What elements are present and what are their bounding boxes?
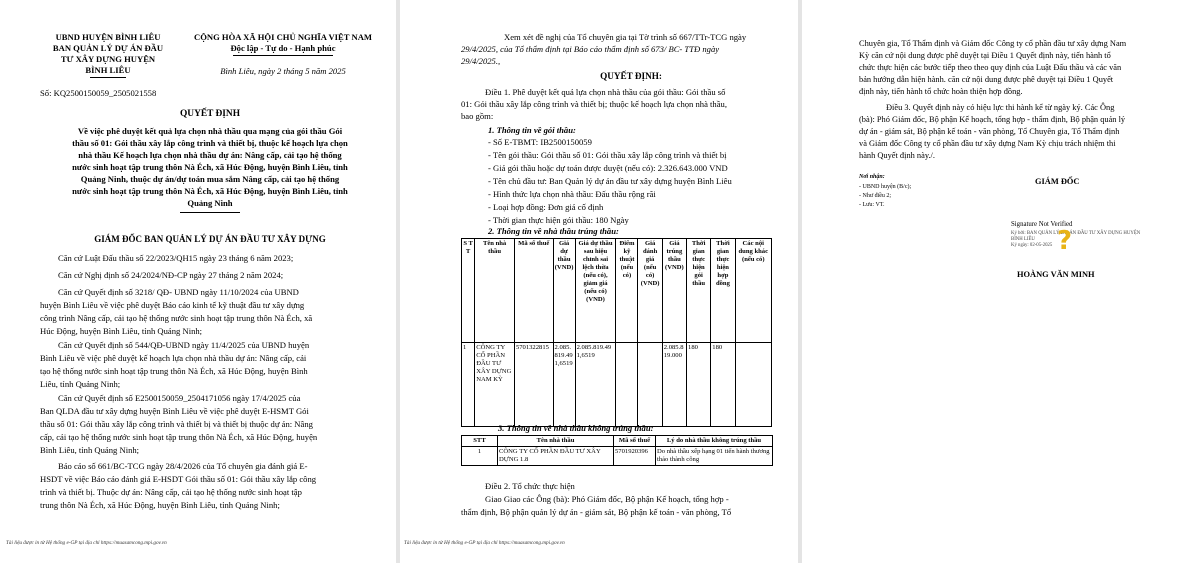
cell: CÔNG TY CỔ PHẦN ĐẦU TƯ XÂY DỰNG NAM KỲ: [475, 343, 515, 427]
body-line: thầu số 01: Gói thầu xây lắp công trình và thiết bị và thiết bị thuộc dự án: Nâng: [40, 419, 313, 429]
recipients-title: Nơi nhận:: [859, 174, 885, 180]
th-package-duration: Thời gian thực hiện gói thầu: [687, 239, 711, 343]
th-winning-price: Giá trúng thầu (VND): [662, 239, 686, 343]
agency-line-2: BAN QUẢN LÝ DỰ ÁN ĐẦU: [52, 43, 164, 53]
cell: 2.085.819.000: [662, 343, 686, 427]
decision-heading: QUYẾT ĐỊNH:: [600, 71, 662, 81]
agency-line-4: BÌNH LIÊU: [85, 65, 131, 75]
nation-underline: [233, 55, 333, 56]
agency-underline: [90, 77, 126, 78]
cell: 1: [462, 447, 498, 466]
th-stt: STT: [462, 436, 498, 447]
table-row: [462, 343, 772, 427]
subject-line: nhà thầu Kế hoạch lựa chọn nhà thầu dự án: Nâng cấp, cải tạo hệ thống: [78, 150, 342, 160]
th-contractor: Tên nhà thầu: [498, 436, 614, 447]
nation-line-1: CỘNG HÒA XÃ HỘI CHỦ NGHĨA VIỆT NAM: [193, 32, 373, 42]
body-line: Bình Liêu về việc phê duyệt kế hoạch lựa chọn nhà thầu dự án: Nâng cấp, cải: [40, 353, 307, 363]
nation-line-2: Độc lập - Tự do - Hạnh phúc: [230, 43, 336, 53]
intro-line: 29/4/2025.,: [461, 56, 501, 66]
winner-table: [461, 238, 772, 427]
cell: [638, 343, 662, 427]
loser-table-header: [462, 436, 773, 447]
recipient-item: - Lưu: VT.: [859, 202, 885, 208]
agency-line-1: UBND HUYỆN BÌNH LIÊU: [55, 32, 161, 42]
body-line: tạo hệ thống nước sinh hoạt tập trung thôn Nà Éch, xã Húc Động, huyện Bình: [40, 366, 308, 376]
th-tax-code: Mã số thuế: [614, 436, 656, 447]
article3-line: (bà): Phó Giám đốc, Bộ phận Kế hoạch, tổng hợp - thẩm định, Bộ phận quản lý: [859, 115, 1126, 124]
cell: CÔNG TY CỔ PHẦN ĐẦU TƯ XÂY DỰNG 1.8: [498, 447, 614, 466]
section1-item: - Hình thức lựa chọn nhà thầu: Đấu thầu rộng rãi: [488, 189, 656, 199]
cell: 180: [711, 343, 735, 427]
th-stt: S T T: [462, 239, 475, 343]
section3-title: 3. Thông tin về nhà thầu không trúng thầu:: [498, 423, 654, 433]
intro-line: 29/4/2025, của Tổ thẩm định tại Báo cáo thẩm định số 673/ BC- TTĐ ngày: [461, 44, 720, 54]
body-line: Ban QLDA đầu tư xây dựng huyện Bình Liêu về việc phê duyệt E-HSMT Gói: [40, 406, 309, 416]
body-line: Liêu, tỉnh Quảng Ninh;: [40, 379, 121, 389]
article3-line: và Giám đốc Công ty cổ phần đầu tư xây dựng Nam Kỳ chịu trách nhiệm thi: [859, 139, 1116, 148]
article2-line: thẩm định, Bộ phận quản lý dự án - giám sát, Bộ phận kế toán - văn phòng, Tổ: [461, 507, 732, 517]
recipient-item: - Như điều 2;: [859, 193, 892, 199]
cell: 2.085.819.491,6519: [553, 343, 575, 427]
cell: 5701322815: [514, 343, 553, 427]
cell: [735, 343, 771, 427]
section1-title: 1. Thông tin về gói thầu:: [488, 125, 576, 135]
document-page-2: [400, 0, 798, 563]
cell: [616, 343, 638, 427]
article3-line: hành Quyết định này./.: [859, 151, 935, 160]
body-line: công trình Nâng cấp, cải tạo hệ thống nước sinh hoạt tập trung thôn Nà Éch, xã: [40, 313, 313, 323]
body-line: Căn cứ Luật Đấu thầu số 22/2023/QH15 ngày 23 tháng 6 năm 2023;: [58, 253, 294, 263]
subject-underline: [180, 212, 240, 213]
cell: 1: [462, 343, 475, 427]
loser-table: [461, 435, 773, 466]
th-contractor: Tên nhà thầu: [475, 239, 515, 343]
th-bid-price: Giá dự thầu (VND): [553, 239, 575, 343]
section1-item: - Tên chủ đầu tư: Ban Quản lý dự án đầu tư xây dựng huyện Bình Liêu: [488, 176, 732, 186]
section1-item: - Loại hợp đồng: Đơn giá cố định: [488, 202, 604, 212]
signature-detail: Ký ngày: 02-05-2025: [1011, 243, 1053, 248]
th-adjusted-price: Giá dự thầu sau hiệu chỉnh sai lệch thừa (nếu có), giảm giá (nếu có) (VND): [575, 239, 616, 343]
body-line: trung thôn Nà Éch, xã Húc Động, huyện Bình Liêu, tỉnh Quảng Ninh;: [40, 500, 280, 510]
signer-name: HOÀNG VĂN MINH: [1017, 270, 1095, 279]
subject-line: nước sinh hoạt tập trung thôn Nà Éch, xã Húc Động, huyện Bình Liêu, tỉnh: [72, 186, 348, 196]
section1-item: - Giá gói thầu hoặc dự toán được duyệt (nếu có): 2.326.643.000 VND: [488, 163, 728, 173]
cell: 180: [687, 343, 711, 427]
decision-title: QUYẾT ĐỊNH: [180, 109, 240, 119]
th-technical-score: Điểm kỹ thuật (nếu có): [616, 239, 638, 343]
subject-line: Quảng Ninh: [187, 198, 233, 208]
body-line: Húc Động, huyện Bình Liêu, tỉnh Quảng Ninh;: [40, 326, 203, 336]
place-date: Bình Liêu, ngày 2 tháng 5 năm 2025: [220, 66, 346, 76]
article3-line: dự án - giám sát, Bộ phận kế toán - văn phòng, Tổ Chuyên gia, Tổ Thẩm định: [859, 127, 1120, 136]
subject-line: thầu số 01: Gói thầu xây lắp công trình và thiết bị, thuộc kế hoạch lựa chọn: [72, 138, 348, 148]
continued-line: chức thực hiện các bước tiếp theo theo quy định của Luật Đấu thầu và các văn: [859, 63, 1122, 72]
recipient-item: - UBND huyện (B/c);: [859, 184, 912, 190]
body-line: huyện Bình Liêu về việc phê duyệt Báo cáo kinh tế kỹ thuật đầu tư xây dựng: [40, 300, 305, 310]
continued-line: Kỳ căn cứ nội dung được phê duyệt tại Điều 1 Quyết định này, tiến hành tổ: [859, 51, 1111, 60]
article1-line: 01: Gói thầu xây lắp công trình và thiết bị; thuộc kế hoạch lựa chọn nhà thầu,: [461, 99, 727, 109]
subject-line: Về việc phê duyệt kết quả lựa chọn nhà thầu qua mạng của gói thầu Gói: [77, 126, 343, 136]
page-footer: Tài liệu được in từ Hệ thống e-GP tại địa chỉ https://muasamcong.mpi.gov.vn: [6, 540, 167, 546]
page-footer: Tài liệu được in từ Hệ thống e-GP tại địa chỉ https://muasamcong.mpi.gov.vn: [404, 540, 565, 546]
document-page-1: [0, 0, 396, 563]
cell: Do nhà thầu xếp hạng 01 tiến hành thương thảo thành công: [656, 447, 773, 466]
subject-line: Quảng Ninh, thuộc dự án/dự toán mua sắm Nâng cấp, cải tạo hệ thống: [80, 174, 340, 184]
body-line: HSDT về việc Báo cáo đánh giá E-HSDT Gói thầu số 01: Gói thầu xây lắp công: [40, 474, 317, 484]
cell: 5701920396: [614, 447, 656, 466]
article3-line: Điều 3. Quyết định này có hiệu lực thi hành kể từ ngày ký. Các Ông: [886, 103, 1115, 112]
section1-item: - Tên gói thầu: Gói thầu số 01: Gói thầu xây lắp công trình và thiết bị: [488, 150, 727, 160]
section2-title: 2. Thông tin về nhà thầu trúng thầu:: [488, 226, 619, 236]
section1-item: - Số E-TBMT: IB2500150059: [488, 137, 592, 147]
continued-line: Chuyên gia, Tổ Thẩm định và Giám đốc Công ty cổ phần đầu tư xây dựng Nam: [859, 39, 1127, 48]
body-line: Căn cứ Nghị định số 24/2024/NĐ-CP ngày 27 tháng 2 năm 2024;: [58, 270, 284, 280]
th-contract-duration: Thời gian thực hiện hợp đồng: [711, 239, 735, 343]
agency-line-3: TƯ XÂY DỰNG HUYỆN: [60, 54, 156, 64]
signature-detail: Ký bởi: BAN QUẢN LÝ DỰ ÁN ĐẦU TƯ XÂY DỰNG HUYỆN: [1011, 231, 1141, 236]
article2-title: Điều 2. Tổ chức thực hiện: [485, 481, 575, 491]
winner-table-header: [462, 239, 772, 343]
body-line: Báo cáo số 661/BC-TCG ngày 28/4/2026 của Tổ chuyên gia đánh giá E-: [58, 461, 308, 471]
article2-line: Giao Giao các Ông (bà): Phó Giám đốc, Bộ phận Kế hoạch, tổng hợp -: [485, 494, 729, 504]
continued-line: bản hướng dẫn hiện hành. căn cứ nội dung được phê duyệt tại Điều 1 Quyết: [859, 75, 1114, 84]
section1-item: - Thời gian thực hiện gói thầu: 180 Ngày: [488, 215, 629, 225]
th-other: Các nội dung khác (nếu có): [735, 239, 771, 343]
authority-heading: GIÁM ĐỐC BAN QUẢN LÝ DỰ ÁN ĐẦU TƯ XÂY DỰNG: [94, 234, 326, 244]
continued-line: định này, tiến hành tổ chức hoàn thiện hợp đồng.: [859, 87, 1023, 96]
th-reason: Lý do nhà thầu không trúng thầu: [656, 436, 773, 447]
body-line: Căn cứ Quyết định số 3218/ QĐ- UBND ngày 11/10/2024 của UBND: [58, 287, 299, 297]
document-page-3: [802, 0, 1200, 563]
table-row: [462, 447, 773, 466]
signer-title: GIÁM ĐỐC: [1035, 177, 1080, 186]
article1-line: Điều 1. Phê duyệt kết quả lựa chọn nhà thầu của gói thầu: Gói thầu số: [485, 87, 726, 97]
signature-status: Signature Not Verified: [1011, 221, 1073, 228]
doc-number: Số: KQ2500150059_2505021558: [40, 88, 157, 98]
body-line: Căn cứ Quyết định số 544/QĐ-UBND ngày 11/4/2025 của UBND huyện: [58, 340, 310, 350]
body-line: Bình Liêu, tỉnh Quảng Ninh;: [40, 445, 140, 455]
intro-line: Xem xét đề nghị của Tổ chuyên gia tại Tờ trình số 667/TTr-TCG ngày: [504, 32, 747, 42]
cell: 2.085.819.491,6519: [575, 343, 616, 427]
th-tax-code: Mã số thuế: [514, 239, 553, 343]
signature-detail: BÌNH LIÊU: [1011, 237, 1035, 242]
subject-line: nước sinh hoạt tập trung thôn Nà Éch, xã Húc Động, huyện Bình Liêu, tỉnh: [72, 162, 348, 172]
th-evaluated-price: Giá đánh giá (nếu có) (VND): [638, 239, 662, 343]
body-line: Căn cứ Quyết định số E2500150059_2504171056 ngày 17/4/2025 của: [58, 393, 301, 403]
body-line: trình và thiết bị. Thuộc dự án: Nâng cấp, cải tạo hệ thống nước sinh hoạt tập: [40, 487, 302, 497]
signature-unverified-icon: ?: [1057, 226, 1073, 256]
article1-line: bao gồm:: [461, 111, 494, 121]
body-line: cấp, cải tạo hệ thống nước sinh hoạt tập trung thôn Nà Éch, xã Húc Động, huyện: [40, 432, 318, 442]
